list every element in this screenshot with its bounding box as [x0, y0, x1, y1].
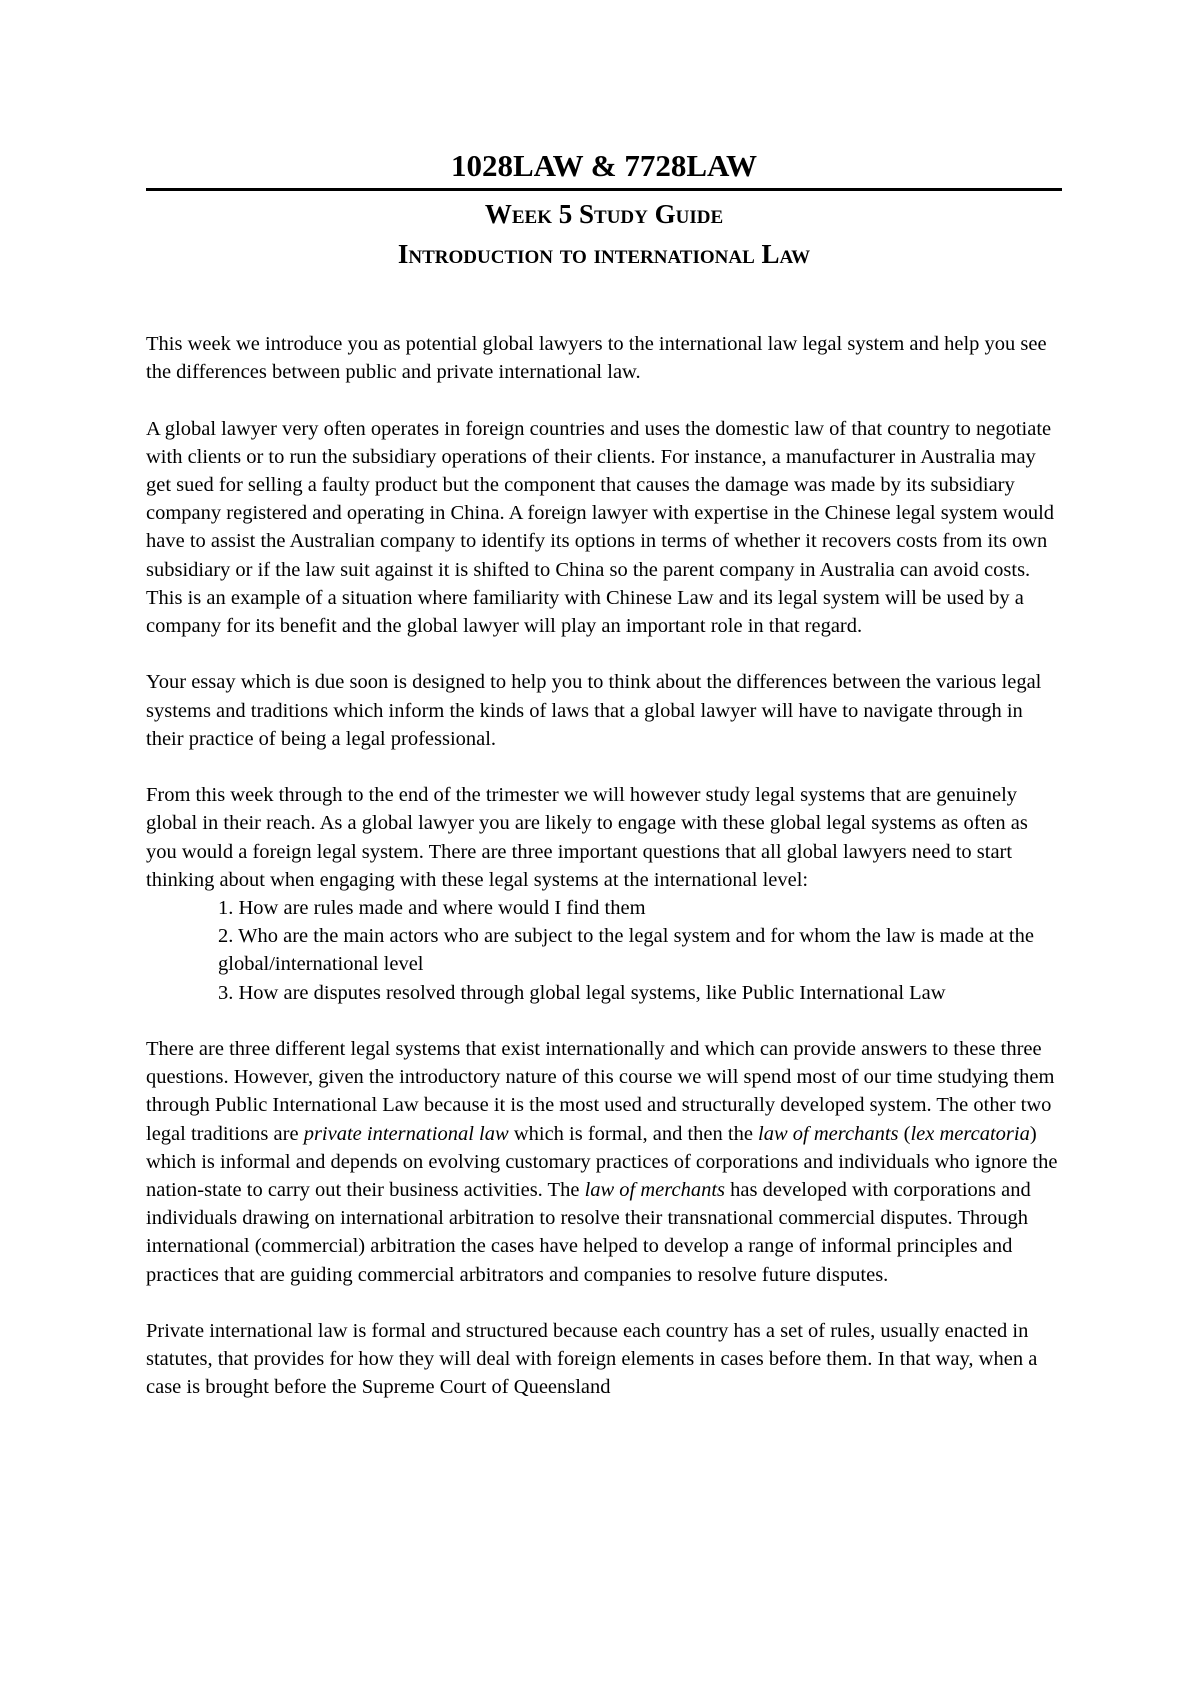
- paragraph-global-lawyer: A global lawyer very often operates in foreign countries and uses the domestic law of that country to negotiate with clients or to run the subsidiary operations of their clients. For instance, a manufacturer in Australia may get sued for selling a faulty product but the component that causes the damage was made by its subsidiary company registered and operating in China. A foreign lawyer with expertise in the Chinese legal system would have to assist the Australian company to identify its options in terms of whether it recovers costs from its own subsidiary or if the law suit against it is shifted to China so the parent company in Australia can avoid costs. This is an example of a situation where familiarity with Chinese Law and its legal system will be used by a company for its benefit and the global lawyer will play an important role in that regard.: [146, 417, 1055, 638]
- text-run: which is formal, and then the: [508, 1122, 759, 1145]
- emphasis-lex-mercatoria: lex mercatoria: [910, 1122, 1030, 1145]
- text-run: has developed with corporations and individuals drawing on international arbitration to resolve their transnational commercial disputes. Through international (commercial) arbitration the cases have helped to develop a range of informal principles and practices that are guiding commercial arbitrators and companies to resolve future disputes.: [146, 1179, 1031, 1286]
- question-item: 3. How are disputes resolved through global legal systems, like Public International Law: [218, 981, 946, 1004]
- heading-rule: [146, 188, 1062, 191]
- text-run: (: [898, 1122, 911, 1145]
- question-item: 1. How are rules made and where would I find them: [218, 897, 646, 920]
- course-code-heading: 1028LAW & 7728LAW: [450, 148, 758, 183]
- question-item: 2. Who are the main actors who are subject to the legal system and for whom the law is made at the global/international level: [218, 925, 1034, 976]
- paragraph-global-systems: From this week through to the end of the trimester we will however study legal systems that are genuinely global in their reach. As a global lawyer you are likely to engage with these global legal systems as often as you would a foreign legal system. There are three important questions that all global lawyers need to start thinking about when engaging with these legal systems at the international level:: [146, 784, 1028, 891]
- text-run: ) which is informal and depends on evolving customary practices of corporations and individuals who ignore the nation-state to carry out their business activities. The: [146, 1122, 1058, 1202]
- text-run: There are three different legal systems that exist internationally and which can provide answers to these three questions. However, given the introductory nature of this course we will spend most of our time studying them through Public International Law because it is the most used and structurally developed system. The other two legal traditions are: [146, 1038, 1055, 1145]
- document-body: [146, 330, 1062, 1430]
- emphasis-law-of-merchants: law of merchants: [758, 1122, 899, 1145]
- paragraph-private-international-law: Private international law is formal and structured because each country has a set of rules, usually enacted in statutes, that provides for how they will deal with foreign elements in cases before them. In that way, when a case is brought before the Supreme Court of Queensland: [146, 1320, 1038, 1399]
- questions-list: [146, 894, 1062, 1007]
- topic-title: Introduction to international Law: [397, 239, 811, 269]
- paragraph-essay: Your essay which is due soon is designed to help you to think about the differences between the various legal systems and traditions which inform the kinds of laws that a global lawyer will have to navigate through in their practice of being a legal professional.: [146, 671, 1042, 750]
- week-title: Week 5 Study Guide: [484, 199, 724, 229]
- paragraph-three-systems: [146, 1035, 1062, 1289]
- emphasis-private-international-law: private international law: [303, 1122, 509, 1145]
- paragraph-intro: This week we introduce you as potential global lawyers to the international law legal system and help you see the differences between public and private international law.: [146, 333, 1047, 384]
- emphasis-law-of-merchants: law of merchants: [584, 1179, 726, 1202]
